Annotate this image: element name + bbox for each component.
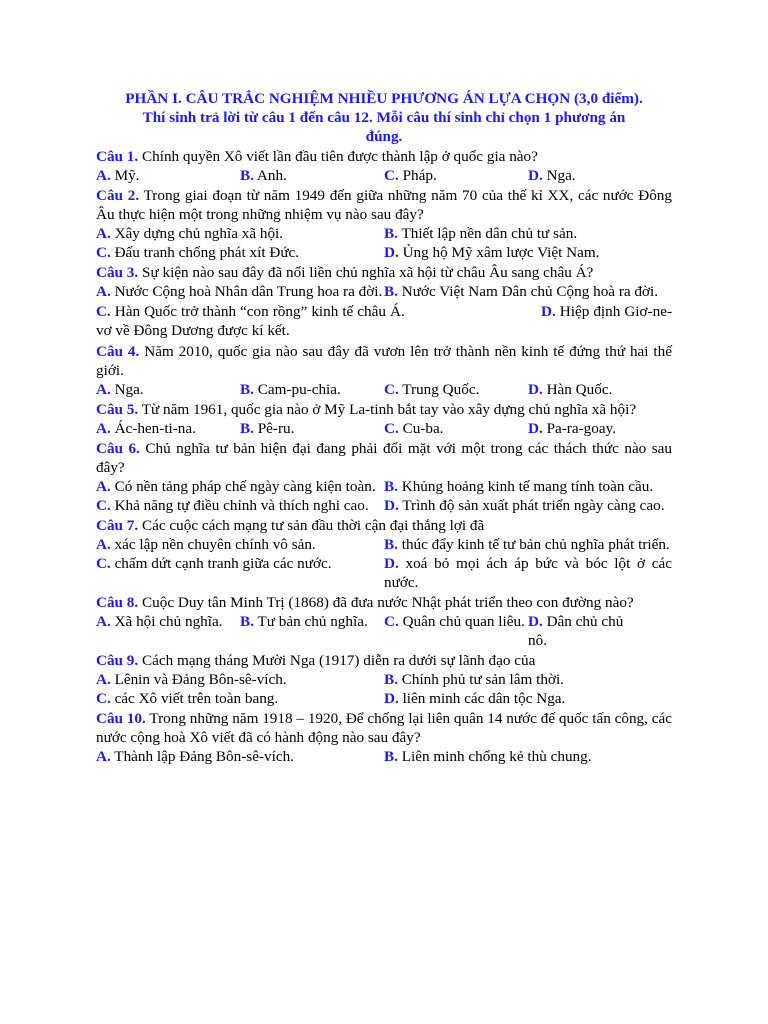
option-7a xyxy=(96,535,384,554)
question-label: Câu 10. xyxy=(96,710,146,727)
options-4 xyxy=(96,380,672,399)
text: Từ năm 1961, quốc gia nào ở Mỹ La-tinh bắt tay vào xây dựng chủ nghĩa xã hội? xyxy=(138,401,637,418)
option-letter: D. xyxy=(528,420,543,437)
option-letter: D. xyxy=(384,244,399,261)
option-letter: B. xyxy=(384,478,398,495)
option-7c xyxy=(96,554,384,592)
options-8 xyxy=(96,612,672,650)
text: Xây dựng chủ nghĩa xã hội. xyxy=(110,225,284,242)
question-5 xyxy=(96,400,672,419)
option-letter: D. xyxy=(384,690,399,707)
option-7b xyxy=(384,535,672,554)
question-label: Câu 5. xyxy=(96,401,139,418)
text: Trung Quốc. xyxy=(398,381,480,398)
question-1 xyxy=(96,147,672,166)
option-letter: A. xyxy=(96,167,111,184)
options-9 xyxy=(96,670,672,708)
text: Khủng hoảng kinh tế mang tính toàn cầu. xyxy=(397,478,654,495)
text: Thiết lập nền dân chủ tư sản. xyxy=(397,225,578,242)
question-6 xyxy=(96,439,672,477)
option-letter: A. xyxy=(96,748,111,765)
option-4b xyxy=(240,380,384,399)
text: Nga. xyxy=(110,381,144,398)
text: Cu-ba. xyxy=(398,420,444,437)
option-letter: D. xyxy=(528,167,543,184)
option-2b xyxy=(384,224,672,243)
text: liên minh các dân tộc Nga. xyxy=(398,690,566,707)
options-3 xyxy=(96,282,672,301)
option-letter: B. xyxy=(384,225,398,242)
question-4 xyxy=(96,342,672,380)
heading-line-3: đúng. xyxy=(365,128,403,145)
text: Liên minh chống kẻ thù chung. xyxy=(397,748,592,765)
text: Chính quyền Xô viết lần đầu tiên được thành lập ở quốc gia nào? xyxy=(138,148,538,165)
text: Pa-ra-goay. xyxy=(542,420,616,437)
exam-page xyxy=(96,89,672,766)
option-9c xyxy=(96,689,384,708)
text: Chính phủ tư sản lâm thời. xyxy=(397,671,564,688)
text: chấm dứt cạnh tranh giữa các nước. xyxy=(110,555,332,572)
options-2 xyxy=(96,224,672,262)
question-10 xyxy=(96,709,672,747)
option-letter: A. xyxy=(96,478,111,495)
option-letter: C. xyxy=(384,613,399,630)
text: Mỹ. xyxy=(110,167,140,184)
option-letter: C. xyxy=(384,381,399,398)
option-10a xyxy=(96,747,384,766)
option-9b xyxy=(384,670,672,689)
option-letter: A. xyxy=(96,283,111,300)
option-6d xyxy=(384,496,672,515)
options-7 xyxy=(96,535,672,592)
text: Nước Cộng hoà Nhân dân Trung hoa ra đời. xyxy=(110,283,383,300)
option-letter: A. xyxy=(96,420,111,437)
option-letter: B. xyxy=(240,381,254,398)
text: Nga. xyxy=(542,167,576,184)
option-letter: D. xyxy=(528,381,543,398)
option-letter: D. xyxy=(528,613,543,630)
option-letter: D. xyxy=(384,555,399,572)
text: Ủng hộ Mỹ xâm lược Việt Nam. xyxy=(398,244,600,261)
text: Ác-hen-ti-na. xyxy=(110,420,196,437)
text: Pháp. xyxy=(398,167,437,184)
option-6a xyxy=(96,477,384,496)
option-letter: C. xyxy=(96,303,111,320)
option-letter: D. xyxy=(541,303,556,320)
option-5c xyxy=(384,419,528,438)
text: Đấu tranh chống phát xít Đức. xyxy=(110,244,300,261)
text: Cuộc Duy tân Minh Trị (1868) đã đưa nước Nhật phát triển theo con đường nào? xyxy=(138,594,634,611)
text: Khả năng tự điều chỉnh và thích nghi cao. xyxy=(110,497,369,514)
text: Cách mạng tháng Mười Nga (1917) diễn ra dưới sự lãnh đạo của xyxy=(138,652,536,669)
option-2a xyxy=(96,224,384,243)
text: Năm 2010, quốc gia nào sau đây đã vươn lên trở thành nền kinh tế đứng thứ hai thế giới. xyxy=(96,343,672,379)
option-letter: D. xyxy=(384,497,399,514)
option-7d xyxy=(384,554,672,592)
option-letter: B. xyxy=(384,283,398,300)
question-label: Câu 3. xyxy=(96,264,139,281)
option-9d xyxy=(384,689,672,708)
option-3cd xyxy=(96,302,672,340)
question-label: Câu 6. xyxy=(96,440,140,457)
text: Lênin và Đảng Bôn-sê-vích. xyxy=(110,671,287,688)
options-5 xyxy=(96,419,672,438)
heading-line-1: PHẦN I. CÂU TRẮC NGHIỆM NHIỀU PHƯƠNG ÁN LỰA CHỌN (3,0 điểm). xyxy=(125,90,643,107)
text: Quân chủ quan liêu. xyxy=(398,613,525,630)
option-8b xyxy=(240,612,384,650)
option-8a xyxy=(96,612,240,650)
text: Dân chủ chủ nô. xyxy=(528,613,624,649)
question-label: Câu 4. xyxy=(96,343,140,360)
option-1b xyxy=(240,166,384,185)
option-letter: C. xyxy=(96,555,111,572)
option-letter: A. xyxy=(96,671,111,688)
text: Tư bản chủ nghĩa. xyxy=(253,613,368,630)
option-1d xyxy=(528,166,672,185)
option-letter: B. xyxy=(384,671,398,688)
option-4c xyxy=(384,380,528,399)
option-letter: B. xyxy=(240,420,254,437)
option-letter: A. xyxy=(96,225,111,242)
text: xoá bỏ mọi ách áp bức và bóc lột ở các nước. xyxy=(384,555,672,591)
option-8c xyxy=(384,612,528,650)
text: Có nền tảng pháp chế ngày càng kiện toàn. xyxy=(110,478,376,495)
question-label: Câu 2. xyxy=(96,187,140,204)
option-9a xyxy=(96,670,384,689)
question-label: Câu 8. xyxy=(96,594,139,611)
option-1c xyxy=(384,166,528,185)
heading-line-2: Thí sinh trả lời từ câu 1 đến câu 12. Mỗi câu thí sinh chỉ chọn 1 phương án xyxy=(142,109,626,126)
option-4d xyxy=(528,380,643,399)
option-2c xyxy=(96,243,384,262)
question-label: Câu 9. xyxy=(96,652,139,669)
section-heading xyxy=(96,89,672,146)
options-10 xyxy=(96,747,672,766)
options-3-cd xyxy=(96,302,672,340)
question-3 xyxy=(96,263,672,282)
option-letter: C. xyxy=(384,167,399,184)
text: các Xô viết trên toàn bang. xyxy=(110,690,279,707)
text: thúc đẩy kinh tế tư bản chủ nghĩa phát triển. xyxy=(397,536,670,553)
option-letter: A. xyxy=(96,613,111,630)
option-6b xyxy=(384,477,672,496)
question-8 xyxy=(96,593,672,612)
text: Cam-pu-chia. xyxy=(253,381,341,398)
text: Trong giai đoạn từ năm 1949 đến giữa những năm 70 của thế kỉ XX, các nước Đông Âu thực hiện một trong những nhiệm vụ nào sau đây? xyxy=(96,187,672,223)
options-1 xyxy=(96,166,672,185)
option-letter: C. xyxy=(96,690,111,707)
option-letter: B. xyxy=(384,748,398,765)
text: Nước Việt Nam Dân chủ Cộng hoà ra đời. xyxy=(397,283,659,300)
option-3b xyxy=(384,282,672,301)
text: Hàn Quốc trở thành “con rồng” kinh tế châu Á. xyxy=(110,303,405,320)
text: Các cuộc cách mạng tư sản đầu thời cận đại thắng lợi đã xyxy=(138,517,485,534)
text: Sự kiện nào sau đây đã nối liền chủ nghĩa xã hội từ châu Âu sang châu Á? xyxy=(138,264,594,281)
question-label: Câu 1. xyxy=(96,148,139,165)
option-8d xyxy=(528,612,643,650)
option-5d xyxy=(528,419,643,438)
text: Thành lập Đảng Bôn-sê-vích. xyxy=(110,748,294,765)
text: Trình độ sản xuất phát triển ngày càng cao. xyxy=(398,497,665,514)
question-2 xyxy=(96,186,672,224)
text: Pê-ru. xyxy=(253,420,295,437)
text: Hiệp định Giơ-ne-vơ về Đông Dương được kí kết. xyxy=(96,303,672,339)
option-letter: A. xyxy=(96,536,111,553)
option-2d xyxy=(384,243,672,262)
option-1a xyxy=(96,166,240,185)
option-3a xyxy=(96,282,384,301)
option-5a xyxy=(96,419,240,438)
option-6c xyxy=(96,496,384,515)
question-9 xyxy=(96,651,672,670)
option-10b xyxy=(384,747,672,766)
option-letter: C. xyxy=(384,420,399,437)
option-letter: A. xyxy=(96,381,111,398)
question-7 xyxy=(96,516,672,535)
option-letter: C. xyxy=(96,244,111,261)
text: Trong những năm 1918 – 1920, Để chống lại liên quân 14 nước đế quốc tấn công, các nước cộng hoà Xô viết đã có hành động nào sau đây? xyxy=(96,710,672,746)
question-label: Câu 7. xyxy=(96,517,139,534)
options-6 xyxy=(96,477,672,515)
option-letter: B. xyxy=(240,167,254,184)
option-4a xyxy=(96,380,240,399)
text: Hàn Quốc. xyxy=(542,381,613,398)
text: Anh. xyxy=(253,167,287,184)
option-letter: C. xyxy=(96,497,111,514)
text: Xã hội chủ nghĩa. xyxy=(110,613,223,630)
option-letter: B. xyxy=(240,613,254,630)
text: Chủ nghĩa tư bản hiện đại đang phải đối mặt với một trong các thách thức nào sau đây? xyxy=(96,440,672,476)
option-letter: B. xyxy=(384,536,398,553)
text: xác lập nền chuyên chính vô sản. xyxy=(110,536,316,553)
option-5b xyxy=(240,419,384,438)
